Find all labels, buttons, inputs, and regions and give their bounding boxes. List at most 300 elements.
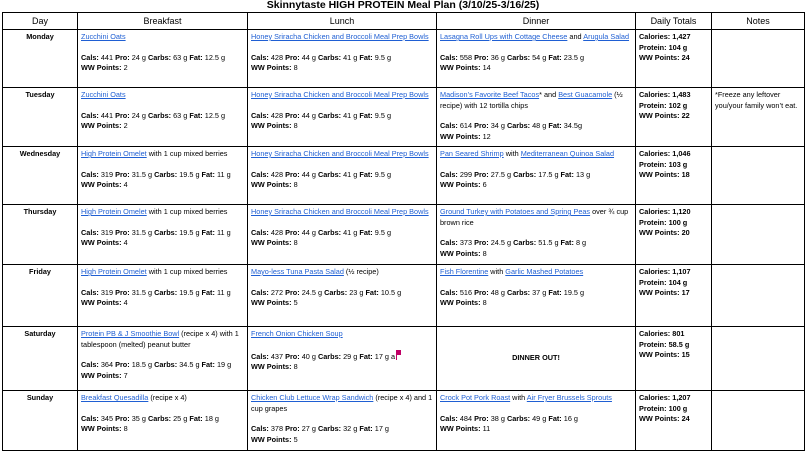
total-label: Protein: [639,100,667,110]
lunch-description [251,393,433,414]
total-value: 103 g [668,159,688,169]
breakfast-recipe-link[interactable]: Zucchini Oats [81,90,126,99]
pro-value: 38 g [490,413,505,423]
lunch-recipe-link[interactable]: French Onion Chicken Soup [251,329,343,338]
total-value: 24 [681,53,690,63]
breakfast-macros [81,53,244,64]
cals-label: Cals: [440,121,458,131]
total-label: Calories: [639,393,671,402]
daily-totals-cell [636,30,712,88]
fat-value: 23.5 g [563,52,585,62]
pro-value: 24 g [131,110,146,120]
cals-value: 484 [459,413,473,423]
flag-cloth [397,350,401,355]
carbs-label: Carbs: [154,287,178,297]
lunch-cell [248,327,437,391]
dinner-recipe-link[interactable]: Mediterranean Quinoa Salad [520,149,615,158]
lunch-ww-points [251,238,433,249]
fat-label: Fat: [359,227,373,237]
pro-value: 44 g [301,52,316,62]
lunch-recipe-link[interactable]: Honey Sriracha Chicken and Broccoli Meal Prep Bowls [251,90,429,99]
lunch-ww-points [251,362,433,373]
fat-value: 11 g [216,227,231,237]
dinner-cell [437,205,636,265]
carbs-value: 19.5 g [179,287,200,297]
fat-value: 8 g [575,238,587,248]
notes-cell [712,265,805,327]
notes-cell: *Freeze any leftover you/your family won’t eat. [712,88,805,147]
ww-points-label: WW Points: [81,121,122,131]
dinner-description-text: with [488,267,506,276]
cals-label: Cals: [81,227,99,237]
total-value: 102 g [668,100,688,110]
total-value: 104 g [668,42,688,52]
fat-label: Fat: [359,351,373,361]
header-day: Day [3,13,78,30]
dinner-recipe-link[interactable]: Garlic Mashed Potatoes [505,267,584,276]
carbs-label: Carbs: [317,227,342,237]
total-value: 104 g [668,277,688,287]
total-protein [639,160,708,171]
ww-points-value: 8 [293,362,298,372]
day-name: Friday [3,265,78,327]
total-value: 801 [672,329,685,338]
total-label: Calories: [639,149,671,158]
total-protein [639,43,708,54]
total-label: WW Points: [639,414,680,424]
carbs-value: 63 g [173,110,188,120]
ww-points-value: 8 [482,298,487,308]
carbs-value: 41 g [343,227,358,237]
lunch-macros [251,288,433,299]
fat-value: 18 g [204,413,219,423]
cals-label: Cals: [251,287,269,297]
dinner-cell [437,147,636,205]
total-ww [639,350,708,361]
cals-label: Cals: [440,52,458,62]
total-value: 1,483 [672,90,691,99]
dinner-description [440,149,632,160]
total-value: 24 [681,414,690,424]
total-protein [639,404,708,415]
breakfast-macros [81,228,244,239]
header-notes: Notes [712,13,805,30]
breakfast-cell [78,265,248,327]
breakfast-recipe-link[interactable]: High Protein Omelet [81,149,147,158]
breakfast-recipe-link[interactable]: Breakfast Quesadilla [81,393,149,402]
breakfast-ww-points [81,298,244,309]
spacer [81,350,244,360]
pro-label: Pro: [115,413,130,423]
ww-points-label: WW Points: [440,131,481,141]
lunch-description [251,329,433,340]
breakfast-description-text: with 1 cup mixed berries [146,267,228,276]
cals-label: Cals: [440,413,458,423]
pro-value: 40 g [301,351,316,361]
ww-points-label: WW Points: [81,238,122,248]
breakfast-description [81,393,244,404]
total-label: Calories: [639,329,671,338]
fat-value: 9.5 g [374,227,392,237]
lunch-cell [248,391,437,451]
carbs-value: 19.5 g [179,227,200,237]
total-value: 1,427 [672,32,691,41]
breakfast-cell [78,391,248,451]
cals-value: 516 [459,287,473,297]
pro-value: 35 g [131,413,146,423]
dinner-macros [440,288,632,299]
dinner-ww-points [440,180,632,191]
cals-label: Cals: [81,110,99,120]
dinner-description [440,32,632,43]
carbs-label: Carbs: [317,52,342,62]
breakfast-cell [78,147,248,205]
total-value: 1,046 [672,149,691,158]
spacer [81,43,244,53]
pro-value: 31.5 g [131,287,153,297]
fat-label: Fat: [365,287,379,297]
breakfast-cell [78,88,248,147]
carbs-label: Carbs: [513,169,537,179]
pro-label: Pro: [474,238,489,248]
lunch-cell [248,88,437,147]
spacer [440,228,632,238]
dinner-description [440,207,632,228]
spacer [440,278,632,288]
breakfast-ww-points [81,371,244,382]
daily-totals-cell [636,147,712,205]
spacer [440,43,632,53]
breakfast-recipe-link[interactable]: Zucchini Oats [81,32,126,41]
lunch-recipe-link[interactable]: Honey Sriracha Chicken and Broccoli Meal Prep Bowls [251,149,429,158]
dinner-ww-points [440,132,632,143]
dinner-recipe-link[interactable]: Crock Pot Pork Roast [440,393,511,402]
ww-points-value: 8 [293,63,298,73]
cals-label: Cals: [81,413,99,423]
lunch-cell [248,30,437,88]
pro-value: 44 g [301,110,316,120]
day-name: Tuesday [3,88,78,147]
breakfast-cell [78,205,248,265]
breakfast-macros [81,360,244,371]
cals-value: 319 [100,169,114,179]
dinner-recipe-link[interactable]: Madison’s Favorite Beef Tacos [440,90,540,99]
ww-points-label: WW Points: [251,362,292,372]
day-row [3,147,805,205]
lunch-recipe-link[interactable]: Honey Sriracha Chicken and Broccoli Meal Prep Bowls [251,207,429,216]
pro-value: 44 g [301,169,316,179]
carbs-label: Carbs: [147,52,172,62]
carbs-value: 29 g [343,351,358,361]
ww-points-value: 8 [293,180,298,190]
carbs-label: Carbs: [317,110,342,120]
carbs-label: Carbs: [154,227,178,237]
total-label: Protein: [639,403,667,413]
total-label: Calories: [639,267,671,276]
day-name: Saturday [3,327,78,391]
cals-value: 614 [459,121,473,131]
breakfast-description-text: (recipe x 4) with 1 tablespoon (melted) peanut butter [81,329,239,349]
total-value: 100 g [668,403,688,413]
total-value: 15 [681,350,690,360]
cals-label: Cals: [440,169,458,179]
spacer [81,218,244,228]
lunch-macros [251,111,433,122]
pro-label: Pro: [115,227,130,237]
cals-value: 428 [270,52,284,62]
carbs-value: 37 g [532,287,547,297]
breakfast-description [81,90,244,101]
total-label: Protein: [639,159,667,169]
cals-label: Cals: [251,227,269,237]
dinner-recipe-link[interactable]: Pan Seared Shrimp [440,149,504,158]
total-ww [639,53,708,64]
breakfast-ww-points [81,180,244,191]
carbs-label: Carbs: [506,52,531,62]
pro-label: Pro: [474,169,489,179]
meal-plan-table [2,12,805,451]
fat-label: Fat: [548,121,562,131]
spacer [81,160,244,170]
lunch-ww-points [251,121,433,132]
cals-label: Cals: [251,169,269,179]
lunch-macros [251,350,433,363]
total-ww [639,228,708,239]
fat-label: Fat: [548,52,562,62]
dinner-recipe-link[interactable]: Ground Turkey with Potatoes and Spring Peas [440,207,591,216]
total-calories [639,267,708,278]
spacer [251,160,433,170]
ww-points-label: WW Points: [251,121,292,131]
fat-value: 10.5 g [380,287,402,297]
total-value: 17 [681,288,690,298]
breakfast-cell [78,30,248,88]
total-label: WW Points: [639,170,680,180]
fat-label: Fat: [359,424,373,434]
ww-points-label: WW Points: [251,434,292,444]
pro-label: Pro: [285,287,300,297]
pro-label: Pro: [115,110,130,120]
pro-value: 31.5 g [131,169,153,179]
cals-value: 428 [270,227,284,237]
fat-label: Fat: [189,110,203,120]
ww-points-value: 8 [293,121,298,131]
lunch-cell [248,205,437,265]
total-calories [639,393,708,404]
fat-label: Fat: [560,238,574,248]
dinner-cell [437,391,636,451]
day-row [3,391,805,451]
fat-value: 17 g a [374,351,396,361]
fat-label: Fat: [548,287,562,297]
carbs-label: Carbs: [513,238,537,248]
dinner-recipe-link[interactable]: Fish Florentine [440,267,489,276]
pro-value: 27.5 g [490,169,512,179]
spacer [251,278,433,288]
dinner-recipe-link[interactable]: Arugula Salad [583,32,630,41]
total-ww [639,288,708,299]
cals-label: Cals: [251,110,269,120]
lunch-recipe-link[interactable]: Mayo-less Tuna Pasta Salad [251,267,344,276]
total-calories [639,207,708,218]
carbs-value: 54 g [532,52,547,62]
cals-label: Cals: [251,52,269,62]
carbs-label: Carbs: [147,110,172,120]
pro-value: 24.5 g [490,238,512,248]
ww-points-value: 11 [482,424,491,434]
day-row [3,327,805,391]
carbs-value: 32 g [343,424,358,434]
pro-label: Pro: [474,287,489,297]
day-row [3,265,805,327]
lunch-description [251,267,433,278]
daily-totals-cell [636,265,712,327]
breakfast-description-text: with 1 cup mixed berries [146,207,228,216]
dinner-macros [440,238,632,249]
dinner-cell [437,265,636,327]
dinner-description-text: and [567,32,584,41]
breakfast-recipe-link[interactable]: Protein PB & J Smoothie Bowl [81,329,180,338]
fat-label: Fat: [359,169,373,179]
ww-points-label: WW Points: [440,180,481,190]
total-label: WW Points: [639,288,680,298]
dinner-recipe-link[interactable]: Lasagna Roll Ups with Cottage Cheese [440,32,568,41]
daily-totals-cell [636,327,712,391]
lunch-description-text: (½ recipe) [343,267,379,276]
ww-points-value: 4 [123,238,128,248]
spacer [251,43,433,53]
ww-points-label: WW Points: [251,298,292,308]
total-label: Calories: [639,32,671,41]
total-label: WW Points: [639,228,680,238]
ww-points-value: 5 [293,434,298,444]
pro-value: 44 g [301,227,316,237]
pro-value: 36 g [490,52,505,62]
header-breakfast: Breakfast [78,13,248,30]
pro-label: Pro: [115,169,130,179]
lunch-ww-points [251,63,433,74]
spacer [440,111,632,121]
total-value: 1,120 [672,207,691,216]
fat-value: 11 g [216,169,231,179]
carbs-value: 25 g [173,413,188,423]
lunch-recipe-link[interactable]: Honey Sriracha Chicken and Broccoli Meal Prep Bowls [251,32,429,41]
breakfast-macros [81,288,244,299]
ww-points-label: WW Points: [251,238,292,248]
ww-points-label: WW Points: [81,63,122,73]
pro-label: Pro: [285,424,300,434]
cals-value: 558 [459,52,473,62]
breakfast-recipe-link[interactable]: High Protein Omelet [81,207,147,216]
cals-value: 437 [270,351,284,361]
notes-cell [712,205,805,265]
ww-points-label: WW Points: [81,424,122,434]
breakfast-recipe-link[interactable]: High Protein Omelet [81,267,147,276]
breakfast-ww-points [81,424,244,435]
total-value: 100 g [668,217,688,227]
cals-label: Cals: [440,287,458,297]
fat-label: Fat: [359,52,373,62]
pro-label: Pro: [474,121,489,131]
carbs-label: Carbs: [317,169,342,179]
ww-points-label: WW Points: [251,180,292,190]
pro-value: 18.5 g [131,360,153,370]
page-title: Skinnytaste HIGH PROTEIN Meal Plan (3/10/25-3/16/25) [266,0,540,11]
dinner-recipe-link[interactable]: Air Fryer Brussels Sprouts [526,393,612,402]
lunch-macros [251,170,433,181]
dinner-description [440,393,632,404]
fat-value: 17 g [374,424,389,434]
lunch-macros [251,424,433,435]
lunch-ww-points [251,435,433,446]
total-protein [639,340,708,351]
fat-label: Fat: [560,169,574,179]
ww-points-value: 8 [293,238,298,248]
fat-label: Fat: [548,413,562,423]
dinner-recipe-link[interactable]: Best Guacamole [558,90,613,99]
spacer [440,404,632,414]
dinner-description [440,267,632,278]
cals-value: 272 [270,287,284,297]
cals-value: 378 [270,424,284,434]
fat-value: 11 g [216,287,231,297]
dinner-description [440,90,632,111]
fat-label: Fat: [359,110,373,120]
daily-totals-cell [636,391,712,451]
carbs-value: 23 g [349,287,364,297]
carbs-label: Carbs: [324,287,348,297]
total-label: Protein: [639,217,667,227]
total-label: WW Points: [639,350,680,360]
lunch-description-text: (recipe x 4) and 1 cup grapes [251,393,433,413]
carbs-label: Carbs: [506,413,531,423]
dinner-description-text: (½ recipe) with 12 tortilla chips [440,90,623,110]
carbs-label: Carbs: [147,413,172,423]
total-protein [639,278,708,289]
fat-label: Fat: [201,287,215,297]
cals-label: Cals: [81,169,99,179]
cals-value: 428 [270,110,284,120]
breakfast-description [81,267,244,278]
carbs-label: Carbs: [506,121,531,131]
pro-label: Pro: [285,351,300,361]
day-row [3,88,805,147]
cals-value: 319 [100,227,114,237]
carbs-value: 41 g [343,169,358,179]
cals-value: 441 [100,110,114,120]
lunch-macros [251,228,433,239]
day-row [3,30,805,88]
ww-points-label: WW Points: [251,63,292,73]
day-row [3,205,805,265]
ww-points-value: 4 [123,298,128,308]
lunch-recipe-link[interactable]: Chicken Club Lettuce Wrap Sandwich [251,393,374,402]
carbs-label: Carbs: [154,169,178,179]
dinner-description-text: * and [539,90,559,99]
total-ww [639,414,708,425]
cals-value: 373 [459,238,473,248]
ww-points-value: 14 [482,63,491,73]
lunch-description [251,32,433,43]
fat-label: Fat: [189,52,203,62]
total-value: 58.5 g [668,339,690,349]
dinner-description-text: with [503,149,521,158]
pro-value: 31.5 g [131,227,153,237]
pro-label: Pro: [285,52,300,62]
spacer [81,404,244,414]
total-protein [639,101,708,112]
pro-label: Pro: [115,287,130,297]
